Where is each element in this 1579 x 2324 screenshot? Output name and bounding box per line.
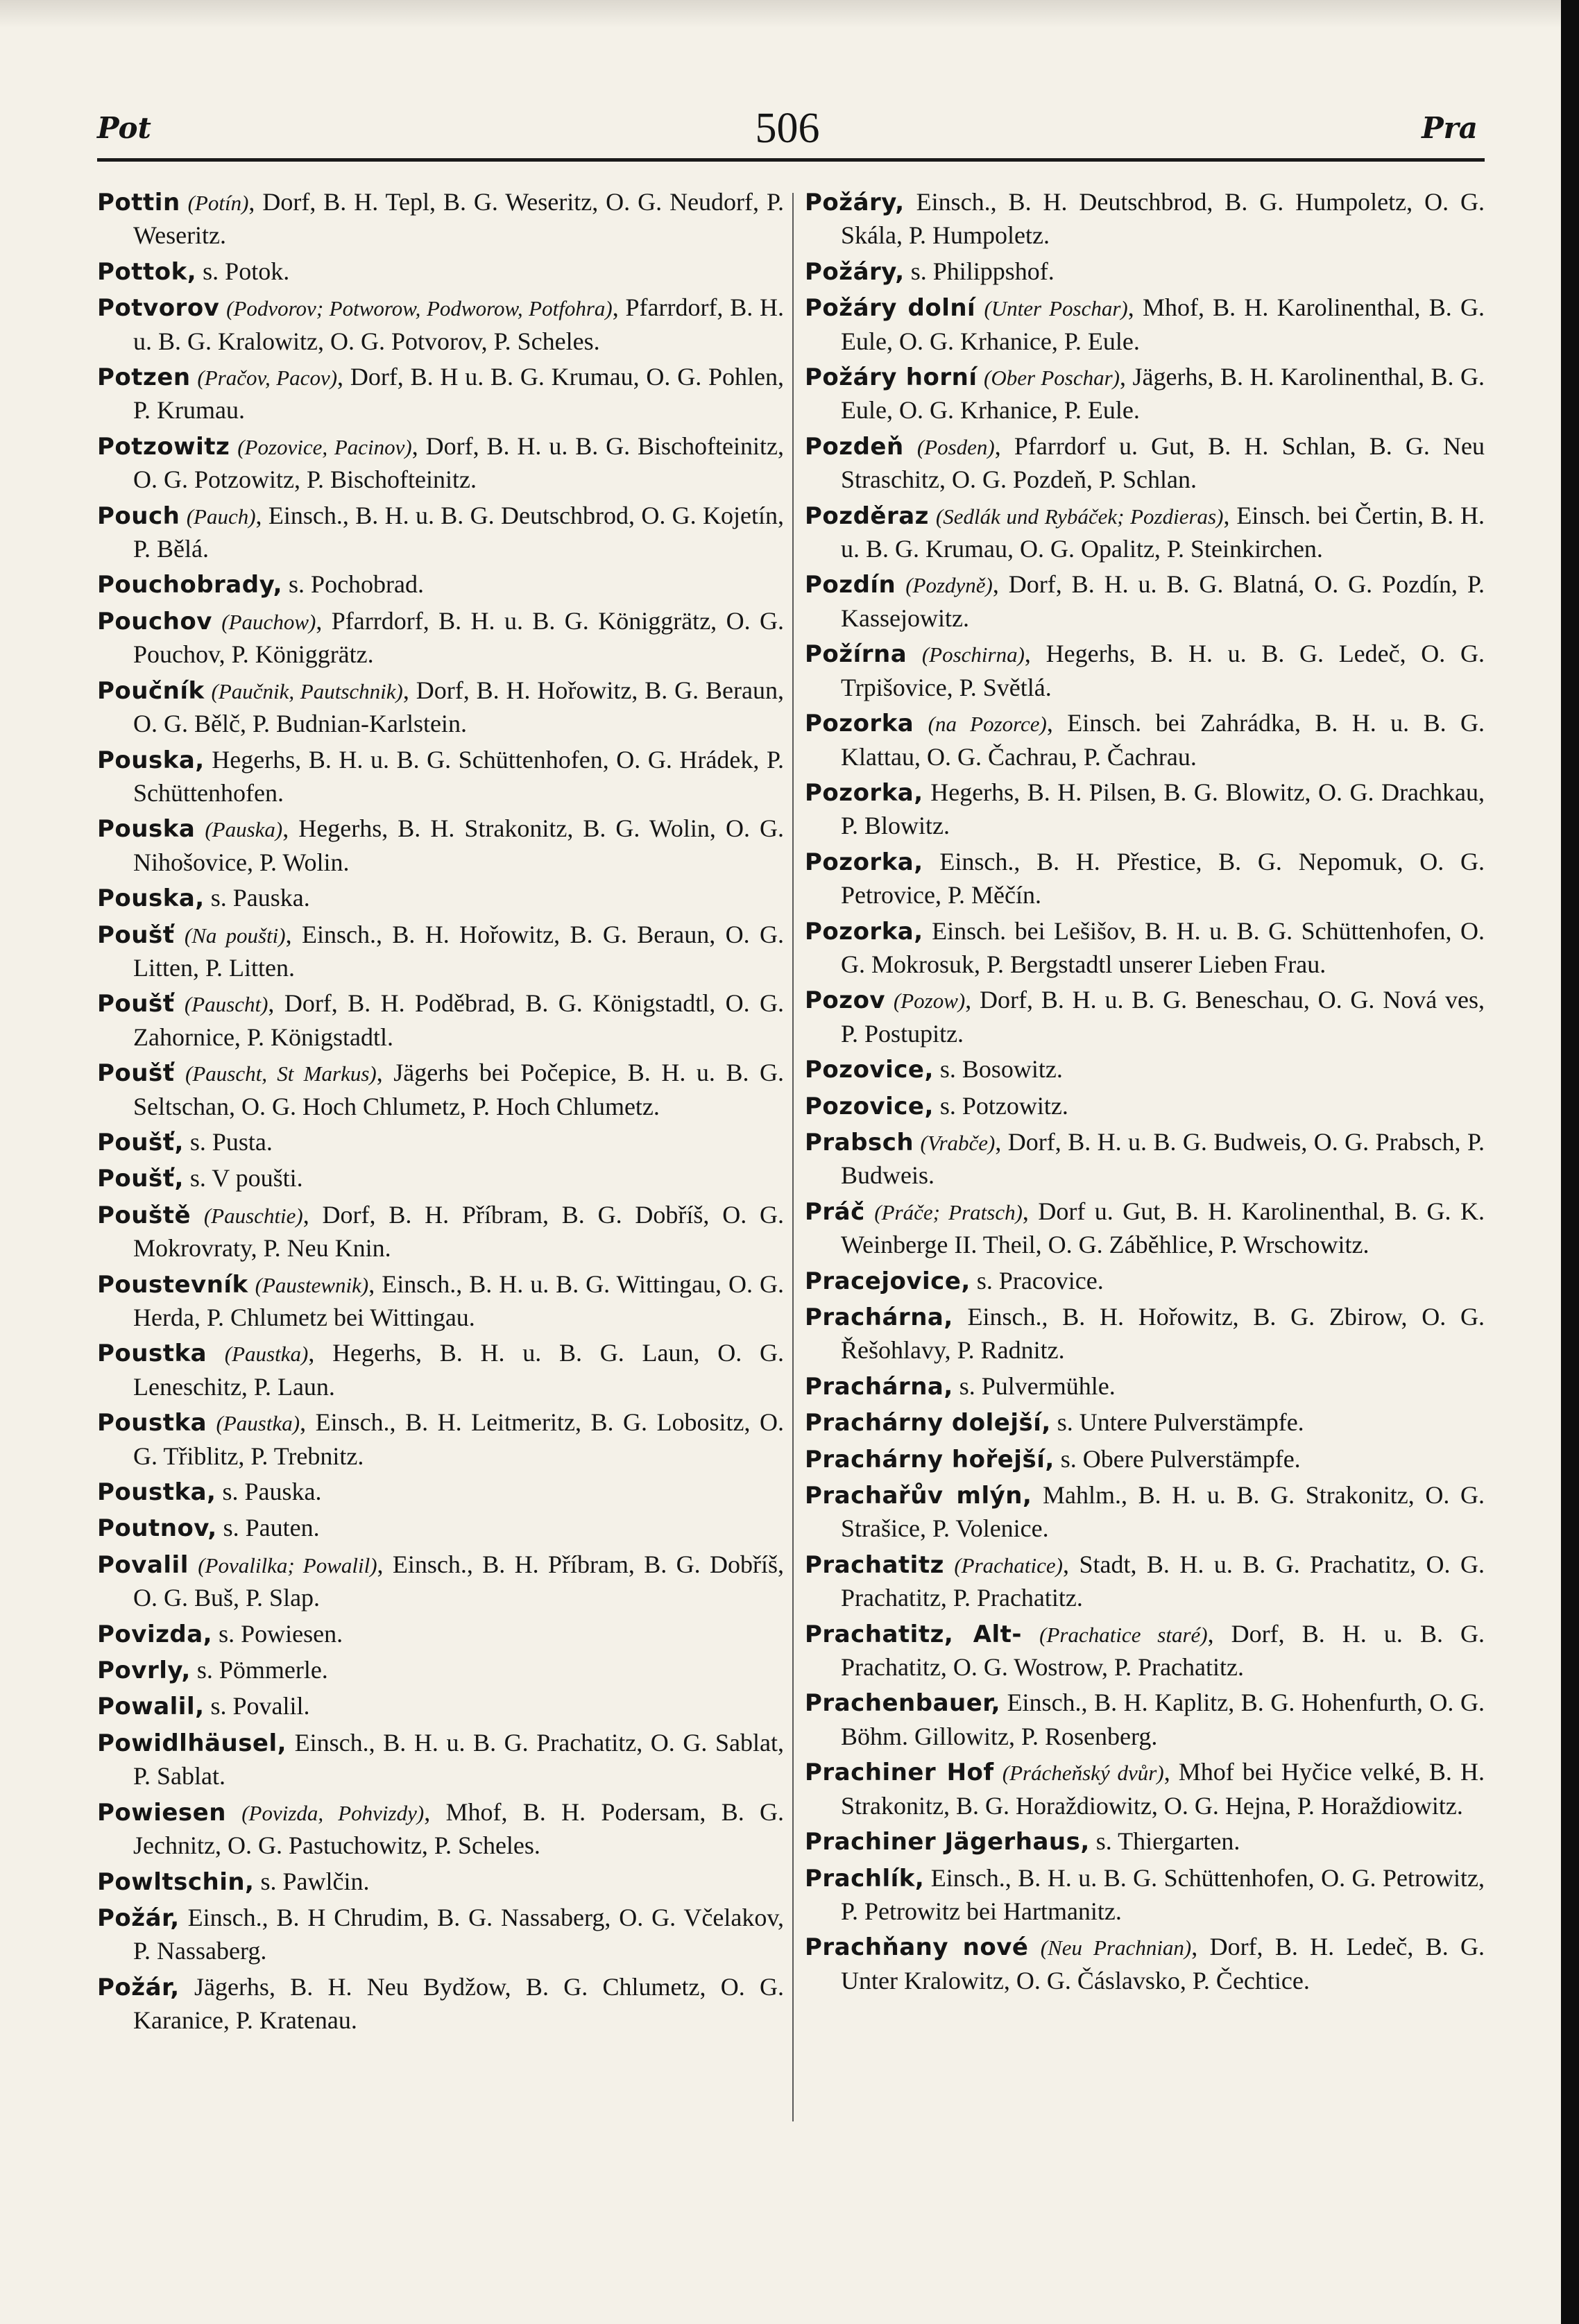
gazetteer-entry <box>805 568 1485 635</box>
entry-description: , Einsch. bei Zahrádka, B. H. u. B. G. Klattau, O. G. Čachrau, P. Čachrau. <box>841 709 1485 771</box>
gazetteer-entry <box>97 744 784 810</box>
entry-description: s. Pauska. <box>204 884 310 912</box>
entry-description: , Mhof, B. H. Podersam, B. G. Jechnitz, O. G. Pastuchowitz, P. Scheles. <box>133 1797 785 1860</box>
entry-description: , Dorf, B. H. u. B. G. Budweis, O. G. Prabsch, P. Budweis. <box>841 1127 1485 1190</box>
gazetteer-entry <box>805 291 1485 358</box>
entry-alternate-names: (Sedlák und Rybáček; Pozdieras) <box>935 504 1224 529</box>
gazetteer-entry <box>97 882 784 915</box>
entry-description: Einsch., B. H. Deutschbrod, B. G. Humpoletz, O. G. Skála, P. Humpoletz. <box>841 188 1485 250</box>
entry-headword: Požáry dolní <box>805 294 976 323</box>
entry-description: , Dorf, B. H. u. B. G. Beneschau, O. G. Nová ves, P. Postupitz. <box>841 986 1485 1048</box>
gazetteer-entry <box>97 499 784 566</box>
entry-alternate-names: (Na poušti) <box>184 923 286 948</box>
gazetteer-entry <box>805 846 1485 912</box>
gazetteer-entry <box>97 1406 784 1473</box>
entry-alternate-names: (Pauska) <box>205 817 283 842</box>
entry-headword: Prachenbauer, <box>805 1689 1000 1718</box>
entry-description: , Mhof, B. H. Karolinenthal, B. G. Eule, O. G. Krhanice, P. Eule. <box>841 293 1485 355</box>
gazetteer-entry <box>97 1162 784 1195</box>
entry-headword: Pouch <box>97 502 180 530</box>
entry-description: s. Powiesen. <box>212 1619 343 1648</box>
gazetteer-entry <box>97 812 784 879</box>
entry-description: s. Philippshof. <box>904 257 1055 285</box>
entry-description: s. Bosowitz. <box>933 1055 1063 1084</box>
entry-description: , Dorf, B. H. Ledeč, B. G. Unter Kralowitz, O. G. Čáslavsko, P. Čechtice. <box>841 1933 1485 1994</box>
entry-headword: Prachárny dolejší, <box>805 1409 1051 1437</box>
gazetteer-entry <box>97 1865 784 1899</box>
entry-headword: Powidlhäusel, <box>97 1729 287 1757</box>
gazetteer-entry <box>97 1654 784 1687</box>
gazetteer-entry <box>805 1370 1485 1403</box>
gazetteer-entry <box>805 1090 1485 1123</box>
entry-description: , Jägerhs, B. H. Karolinenthal, B. G. Eule, O. G. Krhanice, P. Eule. <box>841 363 1485 425</box>
gazetteer-entry <box>97 1727 784 1793</box>
entry-description: s. Pauten. <box>216 1514 320 1542</box>
entry-headword: Požáry, <box>805 257 905 286</box>
entry-headword: Pozorka, <box>805 778 923 807</box>
entry-headword: Pozorka, <box>805 848 923 876</box>
header-rule <box>97 158 1485 162</box>
gazetteer-entry <box>805 1195 1485 1262</box>
entry-headword: Potvorov <box>97 294 220 323</box>
entry-description: , Dorf, B. H. Poděbrad, B. G. Königstadtl, O. G. Zahornice, P. Königstadtl. <box>133 989 785 1051</box>
entry-headword: Pouště <box>97 1201 191 1229</box>
entry-description: Einsch., B. H. Kaplitz, B. G. Hohenfurth, O. G. Böhm. Gillowitz, P. Rosenberg. <box>841 1689 1485 1750</box>
entry-description: Einsch., B. H Chrudim, B. G. Nassaberg, O. G. Včelakov, P. Nassaberg. <box>133 1903 784 1965</box>
entry-alternate-names: (Paustka) <box>216 1411 300 1436</box>
entry-headword: Powltschin, <box>97 1868 255 1896</box>
entry-alternate-names: (Posden) <box>916 434 995 459</box>
gazetteer-entry <box>97 1199 784 1265</box>
entry-headword: Prachárna, <box>805 1372 953 1401</box>
entry-alternate-names: (Paustewnik) <box>255 1272 369 1297</box>
entry-alternate-names: (Pauchow) <box>221 609 316 634</box>
entry-alternate-names: (Povizda, Pohvizdy) <box>241 1800 425 1825</box>
gazetteer-entry <box>97 291 784 358</box>
entry-description: s. Thiergarten. <box>1089 1827 1240 1856</box>
entry-alternate-names: (Pozdyně) <box>905 573 993 598</box>
gazetteer-entry <box>805 984 1485 1050</box>
entry-alternate-names: (Unter Poschar) <box>984 296 1128 321</box>
entry-headword: Poučník <box>97 676 205 705</box>
entry-headword: Prabsch <box>805 1128 914 1156</box>
entry-alternate-names: (Pračov, Pacov) <box>197 366 338 391</box>
entry-headword: Prachatitz, Alt- <box>805 1620 1023 1648</box>
entry-headword: Pozovice, <box>805 1092 934 1120</box>
gazetteer-entry <box>805 1265 1485 1298</box>
entry-description: , Dorf, B. H. u. B. G. Prachatitz, O. G. Wostrow, P. Prachatitz. <box>841 1619 1485 1682</box>
gazetteer-entry <box>97 430 784 497</box>
entry-headword: Práč <box>805 1197 865 1226</box>
entry-description: Einsch., B. H. Hořowitz, B. G. Zbirow, O. G. Řešohlavy, P. Radnitz. <box>841 1303 1485 1365</box>
entry-headword: Pozorka, <box>805 917 923 946</box>
entry-headword: Povalil <box>97 1550 189 1579</box>
gazetteer-entry <box>805 638 1485 704</box>
entry-description: s. Povalil. <box>204 1692 310 1720</box>
entry-description: , Hegerhs, B. H. u. B. G. Ledeč, O. G. Trpišovice, P. Světlá. <box>841 640 1485 701</box>
gazetteer-entry <box>805 1301 1485 1367</box>
entry-headword: Povizda, <box>97 1620 213 1648</box>
entry-description: , Einsch., B. H. Příbram, B. G. Dobříš, O. G. Buš, P. Slap. <box>133 1550 785 1612</box>
entry-description: Hegerhs, B. H. u. B. G. Schüttenhofen, O. G. Hrádek, P. Schüttenhofen. <box>133 745 784 807</box>
entry-headword: Potzowitz <box>97 432 230 461</box>
entry-headword: Požáry horní <box>805 364 978 392</box>
entry-headword: Prachárna, <box>805 1304 953 1331</box>
entry-description: , Pfarrdorf, B. H. u. B. G. Königgrätz, O. G. Pouchov, P. Königgrätz. <box>133 606 785 669</box>
entry-alternate-names: (Práče; Pratsch) <box>874 1199 1023 1224</box>
gazetteer-entry <box>805 361 1485 427</box>
gazetteer-entry <box>97 1971 784 2037</box>
entry-description: , Dorf, B. H. Příbram, B. G. Dobříš, O. G. Mokrovraty, P. Neu Knin. <box>133 1200 785 1263</box>
entry-headword: Požírna <box>805 640 907 669</box>
entry-headword: Pozdín <box>805 571 896 599</box>
entry-headword: Požár, <box>97 1973 180 2001</box>
entry-headword: Prachňany nové <box>805 1933 1029 1962</box>
entry-description: s. Pömmerle. <box>190 1656 328 1684</box>
entry-headword: Prachiner Jägerhaus, <box>805 1828 1090 1856</box>
gazetteer-entry <box>805 1825 1485 1859</box>
gazetteer-entry <box>97 1548 784 1615</box>
entry-headword: Pottin <box>97 189 180 216</box>
header-left-guideword: Pot <box>97 111 151 145</box>
entry-description: Einsch., B. H. Přestice, B. G. Nepomuk, O. G. Petrovice, P. Měčín. <box>841 847 1485 909</box>
entry-alternate-names: (Paustka) <box>224 1342 309 1367</box>
entry-description: , Dorf, B. H. Hořowitz, B. G. Beraun, O. G. Bělč, P. Budnian-Karlstein. <box>133 676 784 738</box>
entry-headword: Prachárny hořejší, <box>805 1445 1055 1473</box>
entry-description: , Pfarrdorf, B. H. u. B. G. Kralowitz, O. G. Potvorov, P. Scheles. <box>133 293 784 355</box>
gazetteer-entry <box>97 1796 784 1863</box>
entry-description: s. Pulvermühle. <box>953 1372 1116 1400</box>
right-column <box>805 186 1485 2000</box>
gazetteer-entry <box>805 915 1485 982</box>
entry-description: s. V poušti. <box>183 1164 303 1193</box>
entry-description: s. Potok. <box>196 257 290 285</box>
scan-edge-right <box>1561 0 1579 2324</box>
entry-headword: Poutnov, <box>97 1514 217 1543</box>
gazetteer-entry <box>805 1756 1485 1822</box>
entry-headword: Pouska <box>97 815 196 844</box>
entry-alternate-names: (Pauscht) <box>184 992 268 1017</box>
entry-headword: Poušť <box>97 1059 175 1088</box>
entry-headword: Pouska, <box>97 746 205 774</box>
entry-description: Hegerhs, B. H. Pilsen, B. G. Blowitz, O. G. Drachkau, P. Blowitz. <box>841 778 1485 840</box>
gazetteer-entry <box>805 707 1485 774</box>
running-header <box>97 104 1478 160</box>
gazetteer-entry <box>805 1862 1485 1929</box>
entry-headword: Pozděraz <box>805 502 929 530</box>
entry-description: , Einsch., B. H. u. B. G. Deutschbrod, O. G. Kojetín, P. Bělá. <box>133 501 785 563</box>
entry-description: s. Pauska. <box>216 1478 322 1506</box>
entry-alternate-names: (Pozovice, Pacinov) <box>237 434 412 459</box>
entry-headword: Pouska, <box>97 885 205 913</box>
entry-headword: Poušť, <box>97 1128 184 1156</box>
entry-headword: Powiesen <box>97 1798 226 1827</box>
entry-alternate-names: (Neu Prachnian) <box>1040 1936 1192 1960</box>
gazetteer-entry <box>97 1057 784 1123</box>
entry-headword: Prachařův mlýn, <box>805 1482 1032 1510</box>
gazetteer-entry <box>97 1337 784 1403</box>
gazetteer-entry <box>805 1126 1485 1193</box>
entry-description: Einsch., B. H. u. B. G. Prachatitz, O. G. Sablat, P. Sablat. <box>133 1728 784 1791</box>
entry-description: , Dorf, B. H. Tepl, B. G. Weseritz, O. G. Neudorf, P. Weseritz. <box>133 188 784 250</box>
entry-headword: Povrly, <box>97 1657 191 1685</box>
entry-alternate-names: (Pauch) <box>186 504 256 529</box>
entry-headword: Prachlík, <box>805 1864 925 1892</box>
entry-description: , Pfarrdorf u. Gut, B. H. Schlan, B. G. Neu Straschitz, O. G. Pozdeň, P. Schlan. <box>841 432 1485 494</box>
entry-description: , Dorf, B. H. u. B. G. Bischofteinitz, O. G. Potzowitz, P. Bischofteinitz. <box>133 432 784 494</box>
entry-description: s. Pusta. <box>183 1127 273 1156</box>
entry-alternate-names: (Prácheňský dvůr) <box>1002 1761 1164 1786</box>
gazetteer-entry <box>805 186 1485 253</box>
entry-headword: Pozdeň <box>805 432 904 461</box>
gazetteer-entry <box>97 987 784 1054</box>
gazetteer-entry <box>97 1512 784 1545</box>
entry-description: , Einsch., B. H. Leitmeritz, B. G. Lobositz, O. G. Třiblitz, P. Trebnitz. <box>133 1408 785 1470</box>
gazetteer-entry <box>97 605 784 672</box>
gazetteer-entry <box>97 674 784 741</box>
gazetteer-entry <box>805 1686 1485 1753</box>
entry-headword: Pozovice, <box>805 1056 934 1084</box>
entry-headword: Pozorka <box>805 710 914 738</box>
entry-alternate-names: (na Pozorce) <box>928 712 1047 737</box>
scan-shadow-top <box>0 0 1579 28</box>
entry-description: s. Pochobrad. <box>282 570 425 599</box>
gazetteer-entry <box>97 186 784 253</box>
entry-alternate-names: (Povalilka; Powalil) <box>198 1553 377 1578</box>
entry-headword: Požáry, <box>805 189 905 216</box>
gazetteer-entry <box>97 1268 784 1335</box>
entry-alternate-names: (Poschirna) <box>921 642 1025 667</box>
entry-description: s. Pawlčin. <box>254 1867 370 1895</box>
gazetteer-entry <box>97 919 784 985</box>
entry-description: Einsch., B. H. u. B. G. Schüttenhofen, O. G. Petrowitz, P. Petrowitz bei Hartmanitz. <box>841 1863 1485 1925</box>
entry-headword: Prachatitz <box>805 1550 944 1579</box>
entry-headword: Pottok, <box>97 257 197 286</box>
entry-alternate-names: (Prachatice staré) <box>1039 1622 1208 1647</box>
header-right-guideword: Pra <box>1422 111 1478 145</box>
entry-description: , Stadt, B. H. u. B. G. Prachatitz, O. G. Prachatitz, P. Prachatitz. <box>841 1550 1485 1612</box>
gazetteer-entry <box>805 1548 1485 1615</box>
entry-headword: Poušť <box>97 921 175 949</box>
entry-headword: Potzen <box>97 364 191 392</box>
entry-alternate-names: (Prachatice) <box>954 1553 1063 1578</box>
entry-headword: Požár, <box>97 1904 180 1932</box>
gazetteer-entry <box>805 776 1485 843</box>
gazetteer-entry <box>97 1902 784 1968</box>
entry-headword: Pracejovice, <box>805 1267 971 1295</box>
entry-alternate-names: (Pauscht, St Markus) <box>185 1061 377 1086</box>
entry-headword: Poustka <box>97 1409 207 1437</box>
gazetteer-entry <box>805 1931 1485 1997</box>
entry-description: Einsch. bei Lešišov, B. H. u. B. G. Schüttenhofen, O. G. Mokrosuk, P. Bergstadtl unserer Lieben Frau. <box>841 916 1485 978</box>
gazetteer-entry <box>805 1443 1485 1476</box>
entry-headword: Poustka <box>97 1340 207 1368</box>
gazetteer-entry <box>97 1690 784 1723</box>
entry-description: , Hegerhs, B. H. Strakonitz, B. G. Wolin, O. G. Nihošovice, P. Wolin. <box>133 814 785 876</box>
gazetteer-entry <box>805 1406 1485 1439</box>
left-column <box>97 186 784 2040</box>
entry-alternate-names: (Pauschtie) <box>203 1203 303 1228</box>
entry-alternate-names: (Ober Poschar) <box>984 366 1120 391</box>
entry-description: , Einsch., B. H. Hořowitz, B. G. Beraun, O. G. Litten, P. Litten. <box>133 920 784 982</box>
entry-alternate-names: (Pozow) <box>893 989 966 1014</box>
gazetteer-entry <box>805 1618 1485 1684</box>
gazetteer-entry <box>805 430 1485 497</box>
entry-description: s. Pracovice. <box>970 1266 1104 1295</box>
page-number: 506 <box>755 105 820 152</box>
entry-description: , Dorf, B. H u. B. G. Krumau, O. G. Pohlen, P. Krumau. <box>133 363 784 425</box>
entry-headword: Poušť <box>97 990 175 1018</box>
gazetteer-entry <box>97 1476 784 1509</box>
gazetteer-entry <box>97 568 784 601</box>
entry-headword: Pouchobrady, <box>97 571 283 599</box>
entry-description: Jägerhs, B. H. Neu Bydžow, B. G. Chlumetz, O. G. Karanice, P. Kratenau. <box>133 1972 784 2035</box>
gazetteer-entry <box>97 1618 784 1651</box>
entry-description: , Jägerhs bei Počepice, B. H. u. B. G. Seltschan, O. G. Hoch Chlumetz, P. Hoch Chlumetz. <box>133 1059 784 1120</box>
gazetteer-entry <box>805 255 1485 289</box>
entry-headword: Prachiner Hof <box>805 1759 994 1787</box>
gazetteer-entry <box>97 361 784 427</box>
entry-headword: Poustka, <box>97 1478 216 1507</box>
gazetteer-entry <box>805 1053 1485 1086</box>
entry-description: , Einsch., B. H. u. B. G. Wittingau, O. G. Herda, P. Chlumetz bei Wittingau. <box>133 1270 785 1331</box>
column-divider <box>792 193 794 2121</box>
entry-headword: Powalil, <box>97 1693 205 1721</box>
entry-alternate-names: (Potín) <box>187 191 249 215</box>
entry-description: , Dorf u. Gut, B. H. Karolinenthal, B. G. K. Weinberge II. Theil, O. G. Záběhlice, P. Wrschowitz. <box>841 1197 1485 1259</box>
entry-headword: Pozov <box>805 986 886 1015</box>
entry-description: , Mhof bei Hyčice velké, B. H. Strakonitz, B. G. Horaždiowitz, O. G. Hejna, P. Horaždiowitz. <box>841 1758 1485 1820</box>
entry-description: s. Untere Pulverstämpfe. <box>1050 1408 1304 1437</box>
entry-description: , Dorf, B. H. u. B. G. Blatná, O. G. Pozdín, P. Kassejowitz. <box>841 570 1485 632</box>
gazetteer-entry <box>805 499 1485 566</box>
entry-description: s. Potzowitz. <box>933 1091 1068 1120</box>
gazetteer-entry <box>805 1479 1485 1546</box>
gazetteer-entry <box>97 255 784 289</box>
entry-alternate-names: (Podvorov; Potworow, Podworow, Potfohra) <box>226 296 613 321</box>
gazetteer-entry <box>97 1126 784 1159</box>
entry-alternate-names: (Paučnik, Pautschnik) <box>211 678 403 703</box>
entry-alternate-names: (Vrabče) <box>920 1130 996 1155</box>
entry-description: s. Obere Pulverstämpfe. <box>1054 1444 1301 1473</box>
entry-description: Mahlm., B. H. u. B. G. Strakonitz, O. G. Strašice, P. Volenice. <box>841 1481 1485 1543</box>
entry-headword: Pouchov <box>97 607 212 635</box>
entry-description: , Einsch. bei Čertin, B. H. u. B. G. Krumau, O. G. Opalitz, P. Steinkirchen. <box>841 501 1485 563</box>
entry-headword: Poustevník <box>97 1270 248 1299</box>
entry-description: , Hegerhs, B. H. u. B. G. Laun, O. G. Leneschitz, P. Laun. <box>133 1339 784 1401</box>
entry-headword: Poušť, <box>97 1165 184 1193</box>
